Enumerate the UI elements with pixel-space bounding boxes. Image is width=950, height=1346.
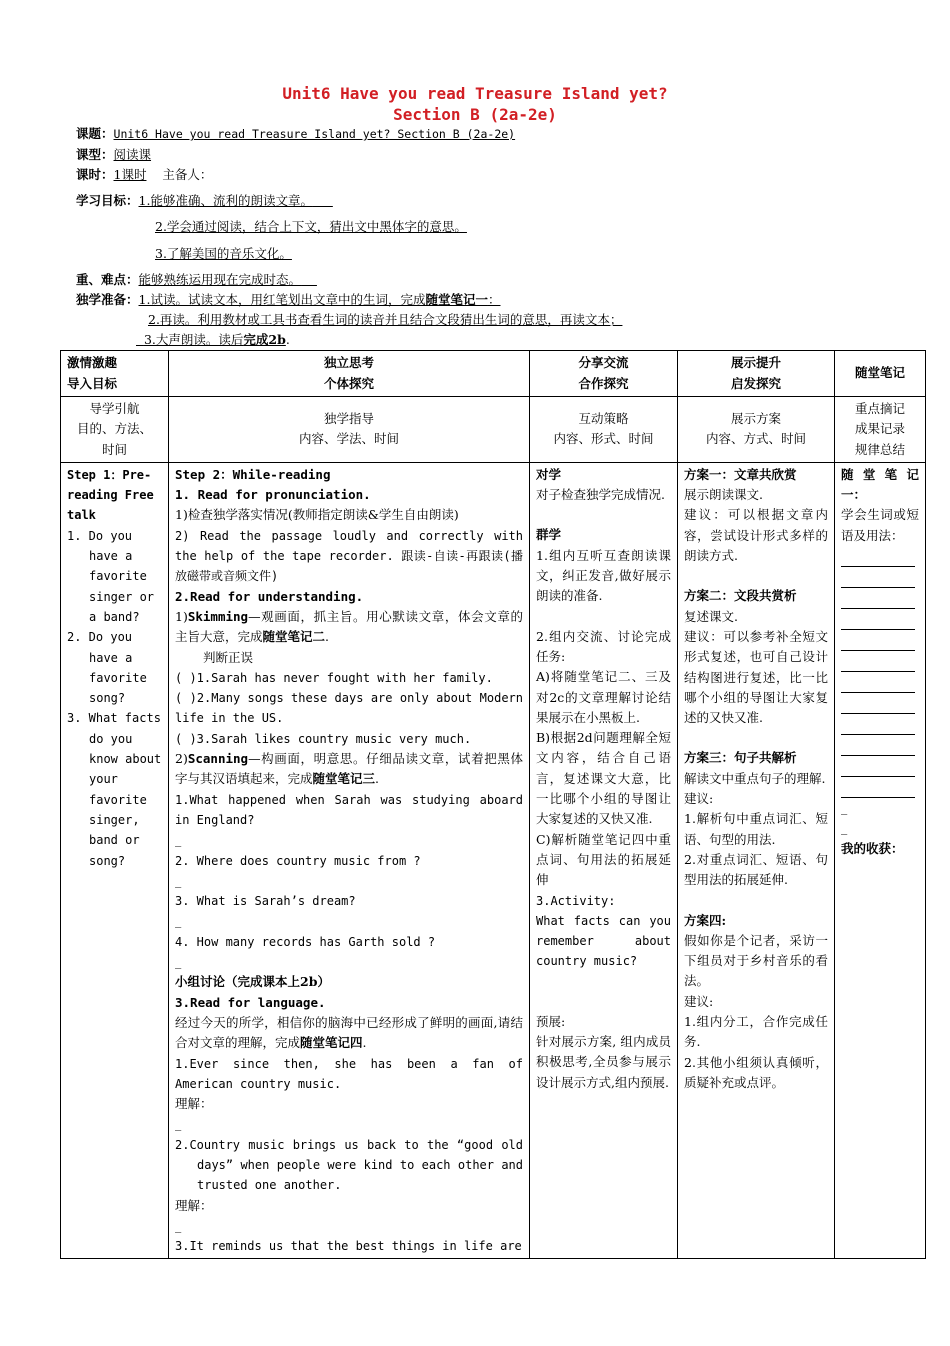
answer-blank[interactable]: _ xyxy=(175,832,182,848)
question: 1.What happened when Sarah was studying aboard in England? xyxy=(175,792,523,827)
text-line: 2) Read the passage loudly and correctly with the help of the tape recorder. 跟读-自读-再跟读(播放磁带或音频文件) xyxy=(175,528,523,584)
col3-content xyxy=(530,462,678,1259)
text-line: 1.组内分工，合作完成任务. xyxy=(684,1014,828,1050)
text-line: 建议: xyxy=(684,791,714,807)
meta-type: 课型：阅读课 xyxy=(76,147,152,162)
language-text: 经过今天的所学，相信你的脑海中已经形成了鲜明的画面,请结合对文章的理解，完成随堂笔记四. xyxy=(175,1014,523,1051)
meta-key: 重、难点：能够熟练运用现在完成时态。 xyxy=(76,272,302,287)
section-language: 3.Read for language. xyxy=(175,994,326,1010)
meta-goals: 学习目标：1.能够准确、流利的朗读文章。 xyxy=(76,193,313,208)
note-line[interactable] xyxy=(841,756,915,777)
understand-label: 理解： xyxy=(175,1096,213,1112)
sentence: 2.Country music brings us back to the “good old days” when people were kind to each other and trusted one another. xyxy=(175,1137,523,1193)
note-dash: _ xyxy=(841,800,848,816)
text-line: 2.组内交流、讨论完成任务: xyxy=(536,628,671,664)
text-line: 建议：可以根据文章内容，尝试设计形式多样的朗读方式. xyxy=(684,507,828,564)
harvest-label: 我的收获： xyxy=(841,840,904,856)
subheader-row xyxy=(61,397,926,463)
list-item: 3. What facts do you know about your favorite singer, band or song? xyxy=(67,711,162,868)
list-item: 1. Do you have a favorite singer or a band? xyxy=(67,528,155,624)
note-line[interactable] xyxy=(841,567,915,588)
preview-title: 预展: xyxy=(536,1013,566,1029)
note-line[interactable] xyxy=(841,735,915,756)
note-line[interactable] xyxy=(841,693,915,714)
text-line: 建议: xyxy=(684,993,714,1009)
header-col5: 随堂笔记 xyxy=(835,351,926,397)
note-line[interactable] xyxy=(841,630,915,651)
title-line1: Unit6 Have you read Treasure Island yet? xyxy=(282,84,668,103)
sentence: 1.Ever since then, she has been a fan of American country music. xyxy=(175,1056,523,1091)
header-col1: 激情激趣 导入目标 xyxy=(61,351,169,397)
note-line[interactable] xyxy=(841,588,915,609)
text-line: 2.对重点词汇、短语、句型用法的拓展延伸. xyxy=(684,851,828,888)
question: 4. How many records has Garth sold ? xyxy=(175,934,436,949)
note-line[interactable] xyxy=(841,672,915,693)
note-line[interactable] xyxy=(841,777,915,798)
understand-label: 理解： xyxy=(175,1197,213,1213)
meta-topic: 课题：Unit6 Have you read Treasure Island yet? Section B (2a-2e) xyxy=(76,126,516,141)
pair-study-title: 对学 xyxy=(536,466,562,482)
meta-prep-3: 3.大声朗读。读后完成2b. xyxy=(143,332,290,347)
note-line[interactable] xyxy=(841,609,915,630)
section-pronunciation: 1. Read for pronunciation. xyxy=(175,487,371,503)
question: 3. What is Sarah’s dream? xyxy=(175,894,356,909)
text-line: 展示朗读课文. xyxy=(684,487,763,503)
meta-goal-3: 3.了解美国的音乐文化。 xyxy=(155,246,292,261)
answer-blank[interactable]: _ xyxy=(175,872,182,888)
sentence: 3.It reminds us that the best things in life are xyxy=(175,1239,522,1254)
subheader-col3: 互动策略 内容、形式、时间 xyxy=(530,397,678,463)
question: 2. Where does country music from ? xyxy=(175,853,421,868)
header-row xyxy=(61,351,926,397)
step1-title: Step 1：Pre-reading Free talk xyxy=(67,467,154,523)
step2-title: Step 2：While-reading xyxy=(175,466,331,482)
answer-blank[interactable]: _ xyxy=(175,1217,182,1233)
activity-title: 3.Activity: xyxy=(536,893,616,908)
text-line: A)将随堂笔记二、三及对2c的文章理解讨论结果展示在小黑板上. xyxy=(536,669,671,725)
text-line: 假如你是个记者，采访一下组员对于乡村音乐的看法。 xyxy=(684,932,828,989)
plan-title: 方案三：句子共解析 xyxy=(684,750,797,766)
note-line[interactable] xyxy=(841,546,915,567)
text-line: 1.解析句中重点词汇、短语、句型的用法. xyxy=(684,811,828,847)
note-dash: _ xyxy=(841,820,848,836)
text-line: 对子检查独学完成情况. xyxy=(536,487,665,503)
header-col2: 独立思考 个体探究 xyxy=(169,351,530,397)
activity-question: What facts can you remember about country music? xyxy=(536,913,671,969)
list-item: 2. Do you have a favorite song? xyxy=(67,630,147,706)
header-col4: 展示提升 启发探究 xyxy=(678,351,835,397)
note-line[interactable] xyxy=(841,651,915,672)
col4-content xyxy=(678,462,835,1259)
title-line2: Section B (2a-2e) xyxy=(393,105,557,124)
answer-blank[interactable]: _ xyxy=(175,913,182,929)
text-line: 2.其他小组须认真倾听，质疑补充或点评。 xyxy=(684,1054,828,1090)
answer-blank[interactable]: _ xyxy=(175,954,182,970)
subheader-col2: 独学指导 内容、学法、时间 xyxy=(169,397,530,463)
text-line: 建议：可以参考补全短文形式复述，也可自己设计结构图进行复述，比一比哪个小组的导图让大家复述的又快又准. xyxy=(684,628,828,726)
note-line[interactable] xyxy=(841,714,915,735)
subheader-col5: 重点摘记 成果记录 规律总结 xyxy=(835,397,926,463)
col2-content xyxy=(169,462,530,1259)
text-line: 1.组内互听互查朗读课文，纠正发音,做好展示朗读的准备. xyxy=(536,547,671,604)
meta-hours: 课时：1课时 主备人： xyxy=(76,167,213,182)
col5-content xyxy=(835,462,926,1259)
col1-content xyxy=(61,462,169,1259)
meta-goal-2: 2.学会通过阅读，结合上下文，猜出文中黑体字的意思。 xyxy=(155,219,467,234)
plan-title: 方案二：文段共赏析 xyxy=(684,588,797,604)
section-understanding: 2.Read for understanding. xyxy=(175,588,364,604)
lesson-plan-table xyxy=(60,350,926,1259)
answer-blank[interactable]: _ xyxy=(175,1116,182,1132)
judge-label: 判断正误 xyxy=(203,649,254,665)
plan-title: 方案一：文章共欣赏 xyxy=(684,466,797,482)
meta-prep-2: 2.再读。利用教材或工具书查看生词的读音并且结合文段猜出生词的意思，再读文本； xyxy=(148,312,623,327)
tf-item: ( )2.Many songs these days are only about Modern life in the US. xyxy=(175,691,523,726)
group-discussion: 小组讨论（完成课本上2b） xyxy=(175,974,330,990)
text-line: 解读文中重点句子的理解. xyxy=(684,770,826,786)
subheader-col4: 展示方案 内容、方式、时间 xyxy=(678,397,835,463)
note-prompt: 学会生词或短语及用法： xyxy=(841,507,919,543)
group-study-title: 群学 xyxy=(536,527,562,543)
scanning-text: 2)Scanning—构画面，明意思。仔细品读文章，试着把黑体字与其汉语填起来，完成随堂笔记三. xyxy=(175,751,523,787)
subheader-col1: 导学引航 目的、方法、 时间 xyxy=(61,397,169,463)
tf-item: ( )1.Sarah has never fought with her family. xyxy=(175,670,493,685)
free-talk-list xyxy=(67,526,162,871)
header-col3: 分享交流 合作探究 xyxy=(530,351,678,397)
note-title: 随 堂 笔 记一： xyxy=(841,466,919,503)
text-line: 针对展示方案, 组内成员积极思考,全员参与展示设计展示方式,组内预展. xyxy=(536,1034,671,1090)
plan-title: 方案四: xyxy=(684,912,727,928)
text-line: 1)检查独学落实情况(教师指定朗读&学生自由朗读) xyxy=(175,507,459,523)
tf-item: ( )3.Sarah likes country music very much. xyxy=(175,731,472,746)
meta-prep: 独学准备：1.试读。试读文本，用红笔划出文章中的生词，完成随堂笔记一： xyxy=(76,292,501,307)
content-row xyxy=(61,462,926,1259)
text-line: B)根据2d问题理解全短文内容，结合自己语言，复述课文大意，比一比哪个小组的导图让大家复述的又快又准. xyxy=(536,730,671,827)
skimming-text: 1)Skimming—观画面，抓主旨。用心默读文章，体会文章的主旨大意，完成随堂笔记二. xyxy=(175,608,523,645)
text-line: 复述课文. xyxy=(684,608,738,624)
text-line: C)解析随堂笔记四中重点词、句用法的拓展延伸 xyxy=(536,831,671,888)
